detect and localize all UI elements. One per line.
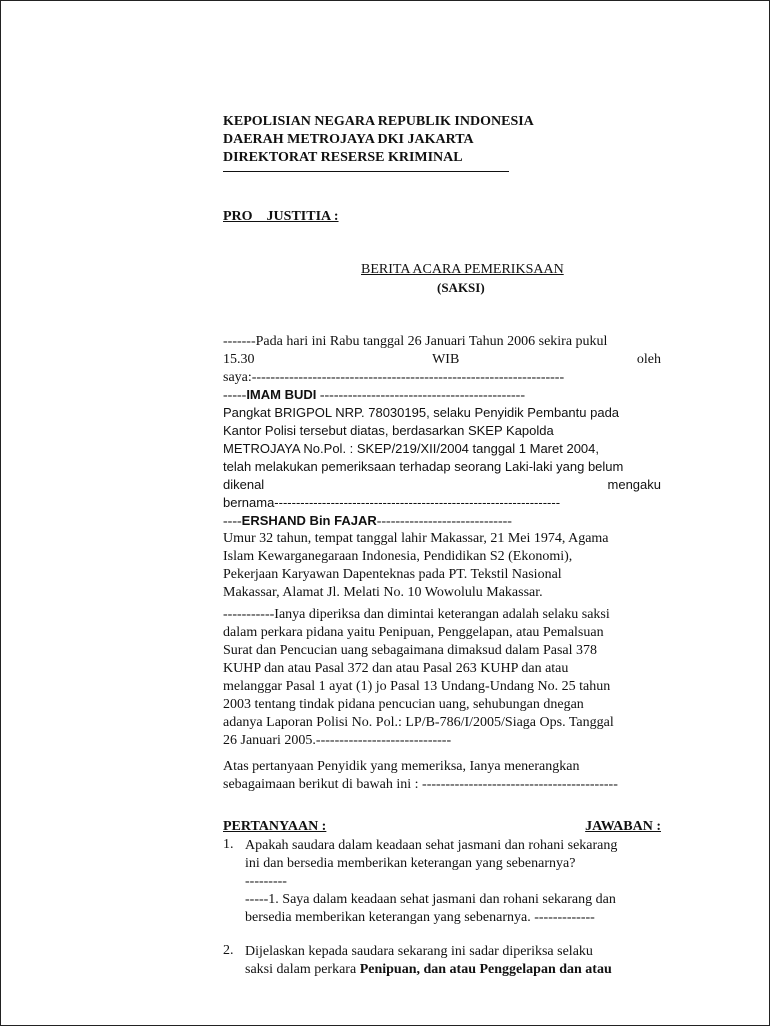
- header-rule: [223, 171, 509, 172]
- investigator-line: telah melakukan pemeriksaan terhadap seorang Laki-laki yang belum: [223, 459, 624, 474]
- question-line: Dijelaskan kepada saudara sekarang ini sadar diperiksa selaku: [245, 944, 593, 959]
- opening-paragraph: [223, 333, 661, 387]
- opening-by: oleh: [636, 352, 661, 367]
- qa-item-1: [245, 837, 661, 927]
- answer-line: bersedia memberikan keterangan yang sebenarnya. -------------: [245, 910, 595, 925]
- investigator-name: IMAM BUDI: [246, 387, 317, 402]
- document-subtitle: (SAKSI): [437, 280, 485, 295]
- witness-line: Umur 32 tahun, tempat tanggal lahir Makassar, 21 Mei 1974, Agama: [223, 531, 609, 546]
- case-paragraph: [223, 606, 661, 750]
- opening-line: -------Pada hari ini Rabu tanggal 26 Januari Tahun 2006 sekira pukul: [223, 334, 608, 349]
- question-number: 1.: [223, 837, 234, 852]
- question-line: ---------: [245, 874, 287, 889]
- question-line: ini dan bersedia memberikan keterangan yang sebenarnya?: [245, 856, 576, 871]
- known-word: dikenal: [223, 477, 265, 492]
- witness-line: Makassar, Alamat Jl. Melati No. 10 Wowolulu Makassar.: [223, 585, 543, 600]
- question-heading: PERTANYAAN :: [223, 819, 327, 834]
- statement-line: Atas pertanyaan Penyidik yang memeriksa, Ianya menerangkan: [223, 759, 580, 774]
- investigator-line: METROJAYA No.Pol. : SKEP/219/XII/2004 tanggal 1 Maret 2004,: [223, 441, 599, 456]
- investigator-paragraph: [223, 386, 661, 512]
- investigator-line: Kantor Polisi tersebut diatas, berdasarkan SKEP Kapolda: [223, 423, 554, 438]
- case-line: melanggar Pasal 1 ayat (1) jo Pasal 13 Undang-Undang No. 25 tahun: [223, 679, 611, 694]
- question-emphasis: Penipuan, dan atau Penggelapan dan atau: [359, 962, 612, 977]
- case-line: 26 Januari 2005.-----------------------------: [223, 733, 452, 748]
- header-directorate: DIREKTORAT RESERSE KRIMINAL: [223, 150, 463, 165]
- investigator-known-line: [223, 476, 661, 494]
- case-line: adanya Laporan Polisi No. Pol.: LP/B-786/I/2005/Siaga Ops. Tanggal: [223, 715, 614, 730]
- statement-line: sebagaimaan berikut di bawah ini : ------------------------------------------: [223, 777, 618, 792]
- witness-line: Pekerjaan Karyawan Dapenteknas pada PT. Tekstil Nasional: [223, 567, 562, 582]
- dash-prefix: -----: [223, 388, 247, 403]
- case-line: 2003 tentang tindak pidana pencucian uang, sehubungan dnegan: [223, 697, 584, 712]
- claims-word: mengaku: [607, 477, 661, 492]
- dash-suffix: --------------------------------------------: [316, 388, 525, 403]
- case-line: dalam perkara pidana yaitu Penipuan, Penggelapan, atau Pemalsuan: [223, 625, 604, 640]
- witness-name: ERSHAND Bin FAJAR: [241, 513, 377, 528]
- answer-line: -----1. Saya dalam keadaan sehat jasmani dan rohani sekarang dan: [245, 892, 616, 907]
- header-institution: KEPOLISIAN NEGARA REPUBLIK INDONESIA: [223, 114, 534, 129]
- opening-timezone: WIB: [432, 352, 460, 367]
- opening-time-line: [223, 351, 661, 369]
- pro-justitia-label: PRO JUSTITIA :: [223, 209, 339, 224]
- question-number: 2.: [223, 943, 234, 958]
- qa-headings: [223, 819, 661, 835]
- investigator-line: bernama------------------------------------------------------------------: [223, 495, 561, 510]
- question-line: Apakah saudara dalam keadaan sehat jasmani dan rohani sekarang: [245, 838, 618, 853]
- witness-name-line: [223, 512, 661, 530]
- dash-prefix: ----: [223, 514, 242, 529]
- witness-line: Islam Kewarganegaraan Indonesia, Pendidikan S2 (Ekonomi),: [223, 549, 573, 564]
- document-title: BERITA ACARA PEMERIKSAAN: [361, 262, 564, 277]
- question-text: saksi dalam perkara: [245, 962, 360, 977]
- header-region: DAERAH METROJAYA DKI JAKARTA: [223, 132, 474, 147]
- witness-paragraph: [223, 512, 661, 602]
- case-line: -----------Ianya diperiksa dan dimintai keterangan adalah selaku saksi: [223, 607, 610, 622]
- answer-heading: JAWABAN :: [585, 819, 661, 834]
- question-line: [245, 961, 661, 979]
- case-line: Surat dan Pencucian uang sebagaimana dimaksud dalam Pasal 378: [223, 643, 598, 658]
- opening-time: 15.30: [223, 352, 255, 367]
- qa-item-2: [245, 943, 661, 979]
- investigator-name-line: [223, 386, 661, 404]
- opening-line: saya:-------------------------------------------------------------------: [223, 370, 565, 385]
- case-line: KUHP dan atau Pasal 372 dan atau Pasal 263 KUHP dan atau: [223, 661, 569, 676]
- dash-suffix: -----------------------------: [376, 514, 512, 529]
- investigator-line: Pangkat BRIGPOL NRP. 78030195, selaku Penyidik Pembantu pada: [223, 405, 620, 420]
- statement-paragraph: [223, 758, 661, 794]
